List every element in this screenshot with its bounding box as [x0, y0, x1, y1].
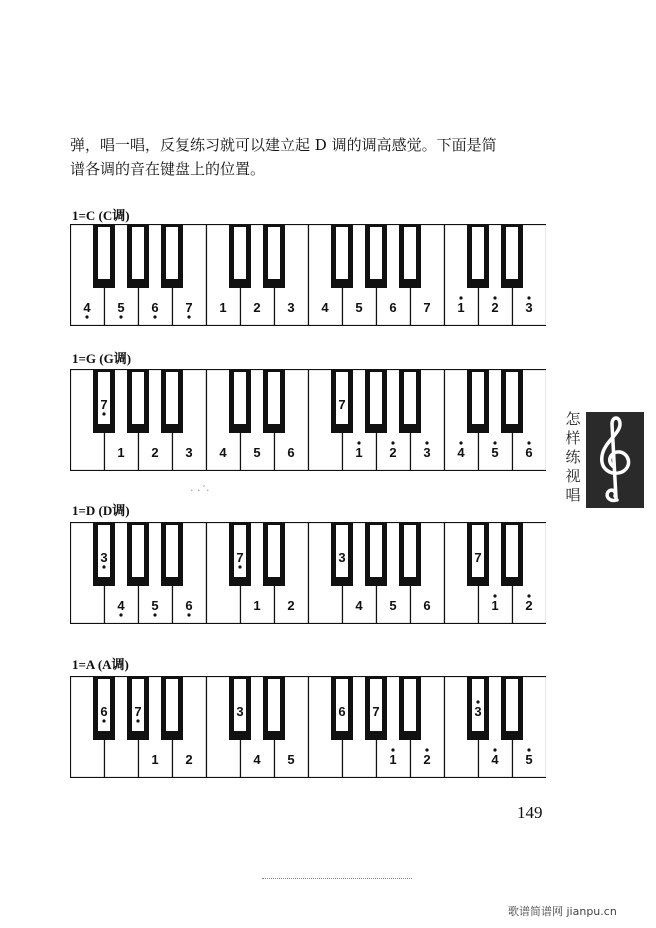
black-key — [399, 522, 421, 586]
black-key — [263, 369, 285, 433]
note-label: 3 — [100, 550, 108, 565]
octave-dot — [357, 441, 360, 444]
treble-clef-icon — [586, 412, 644, 508]
intro-paragraph — [70, 133, 550, 181]
keyboard-svg — [70, 522, 546, 624]
note-label: 2 — [185, 752, 193, 767]
octave-dot — [102, 719, 105, 722]
note-label: 4 — [117, 598, 125, 613]
side-tab-text — [562, 410, 584, 505]
octave-dot — [85, 315, 88, 318]
black-key — [93, 224, 115, 288]
note-label: 7 — [338, 397, 346, 412]
octave-dot — [119, 613, 122, 616]
note-label: 7 — [185, 300, 193, 315]
intro-line-1: 弹，唱一唱，反复练习就可以建立起 D 调的调高感觉。下面是简 — [70, 136, 497, 154]
octave-dot — [391, 748, 394, 751]
key-title-d: 1=D (D调) — [72, 503, 130, 518]
black-key — [127, 522, 149, 586]
note-label: 3 — [423, 445, 431, 460]
note-label: 4 — [219, 445, 227, 460]
key-title-g: 1=G (G调) — [72, 351, 132, 366]
note-label: 5 — [525, 752, 533, 767]
note-label: 6 — [423, 598, 431, 613]
piano-keyboard-a — [70, 676, 546, 778]
note-label: 6 — [185, 598, 193, 613]
note-label: 4 — [253, 752, 261, 767]
octave-dot — [527, 594, 530, 597]
note-label: 2 — [287, 598, 295, 613]
note-label: 1 — [219, 300, 227, 315]
note-label: 3 — [474, 704, 482, 719]
note-label: 5 — [117, 300, 125, 315]
note-label: 7 — [372, 704, 380, 719]
black-key — [501, 224, 523, 288]
note-label: 5 — [355, 300, 363, 315]
octave-dot — [102, 565, 105, 568]
note-label: 7 — [474, 550, 482, 565]
side-tab-char: 样 — [565, 429, 581, 447]
octave-dot — [102, 412, 105, 415]
note-label: 1 — [355, 445, 363, 460]
note-label: 2 — [525, 598, 533, 613]
note-label: 4 — [83, 300, 91, 315]
note-label: 1 — [117, 445, 125, 460]
note-label: 2 — [423, 752, 431, 767]
octave-dot — [493, 296, 496, 299]
black-key — [501, 369, 523, 433]
note-label: 6 — [287, 445, 295, 460]
intro-line-2: 谱各调的音在键盘上的位置。 — [70, 160, 266, 178]
note-label: 5 — [389, 598, 397, 613]
octave-dot — [187, 315, 190, 318]
scan-speck: · ·ˊ· — [190, 484, 210, 497]
note-label: 1 — [151, 752, 159, 767]
black-key — [161, 224, 183, 288]
note-label: 2 — [491, 300, 499, 315]
note-label: 6 — [151, 300, 159, 315]
note-label: 7 — [236, 550, 244, 565]
side-tab — [562, 410, 648, 510]
note-label: 3 — [338, 550, 346, 565]
key-title-a: 1=A (A调) — [72, 657, 129, 672]
note-label: 4 — [457, 445, 465, 460]
black-key — [365, 369, 387, 433]
black-key — [127, 224, 149, 288]
black-key — [399, 224, 421, 288]
note-label: 6 — [100, 704, 108, 719]
note-label: 1 — [389, 752, 397, 767]
note-label: 2 — [151, 445, 159, 460]
note-label: 7 — [134, 704, 142, 719]
keyboard-svg — [70, 369, 546, 471]
black-key — [161, 369, 183, 433]
side-tab-char: 视 — [565, 467, 581, 485]
black-key — [263, 522, 285, 586]
octave-dot — [153, 613, 156, 616]
side-tab-char: 怎 — [565, 410, 581, 428]
black-key — [127, 369, 149, 433]
note-label: 1 — [253, 598, 261, 613]
note-label: 6 — [338, 704, 346, 719]
black-key — [467, 369, 489, 433]
black-key — [229, 224, 251, 288]
piano-keyboard-d — [70, 522, 546, 624]
black-key — [161, 676, 183, 740]
keyboard-svg — [70, 676, 546, 778]
piano-keyboard-g — [70, 369, 546, 471]
note-label: 5 — [151, 598, 159, 613]
side-tab-char: 练 — [565, 448, 581, 466]
note-label: 7 — [423, 300, 431, 315]
note-label: 3 — [185, 445, 193, 460]
octave-dot — [459, 441, 462, 444]
note-label: 2 — [253, 300, 261, 315]
octave-dot — [527, 296, 530, 299]
black-key — [501, 522, 523, 586]
note-label: 5 — [287, 752, 295, 767]
octave-dot — [527, 441, 530, 444]
black-key — [399, 676, 421, 740]
note-label: 2 — [389, 445, 397, 460]
black-key — [399, 369, 421, 433]
note-label: 1 — [457, 300, 465, 315]
footer-dotted-rule — [262, 878, 412, 879]
note-label: 3 — [287, 300, 295, 315]
key-title-c: 1=C (C调) — [72, 208, 130, 223]
black-key — [467, 224, 489, 288]
octave-dot — [527, 748, 530, 751]
black-key — [229, 369, 251, 433]
black-key — [501, 676, 523, 740]
note-label: 4 — [355, 598, 363, 613]
piano-keyboard-c — [70, 224, 546, 326]
octave-dot — [493, 594, 496, 597]
side-tab-char: 唱 — [565, 486, 581, 504]
note-label: 3 — [236, 704, 244, 719]
note-label: 6 — [525, 445, 533, 460]
octave-dot — [391, 441, 394, 444]
octave-dot — [153, 315, 156, 318]
octave-dot — [425, 748, 428, 751]
black-key — [161, 522, 183, 586]
note-label: 6 — [389, 300, 397, 315]
note-label: 5 — [253, 445, 261, 460]
watermark: 歌谱简谱网 jianpu.cn — [508, 905, 617, 918]
octave-dot — [493, 748, 496, 751]
octave-dot — [119, 315, 122, 318]
black-key — [365, 522, 387, 586]
black-key — [331, 224, 353, 288]
octave-dot — [459, 296, 462, 299]
note-label: 4 — [321, 300, 329, 315]
note-label: 3 — [525, 300, 533, 315]
black-key — [263, 676, 285, 740]
black-key — [263, 224, 285, 288]
black-key — [365, 224, 387, 288]
note-label: 4 — [491, 752, 499, 767]
octave-dot — [476, 700, 479, 703]
octave-dot — [136, 719, 139, 722]
keyboard-svg — [70, 224, 546, 326]
note-label: 7 — [100, 397, 108, 412]
note-label: 5 — [491, 445, 499, 460]
octave-dot — [238, 565, 241, 568]
octave-dot — [425, 441, 428, 444]
octave-dot — [187, 613, 190, 616]
note-label: 1 — [491, 598, 499, 613]
octave-dot — [493, 441, 496, 444]
page-number: 149 — [517, 803, 543, 822]
